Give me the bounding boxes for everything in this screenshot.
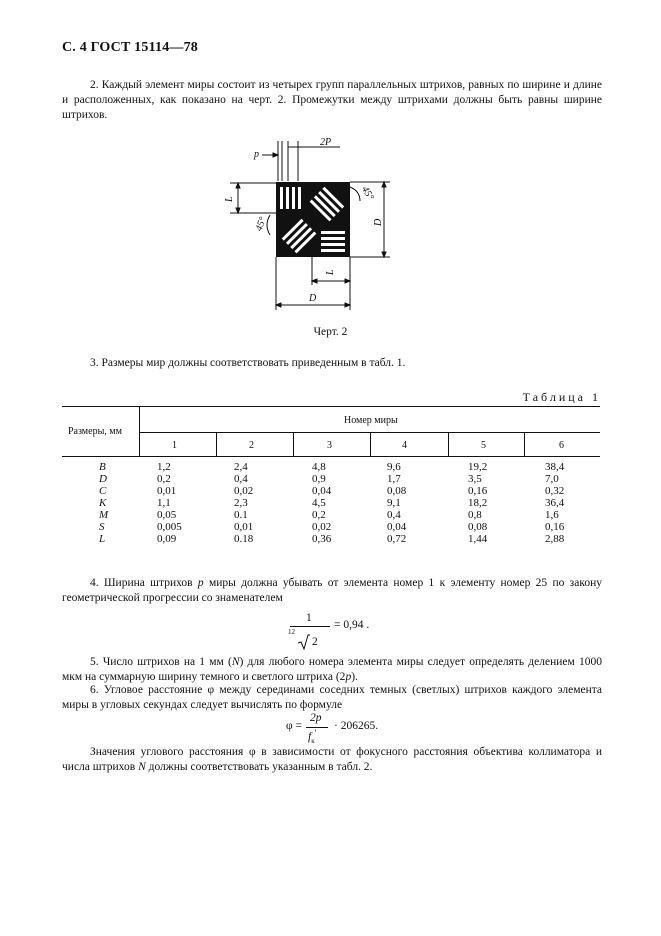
table-cell: 0,2 <box>157 473 171 485</box>
label-d-bottom: D <box>309 293 317 304</box>
formula-2-rhs: · 206265. <box>334 720 379 732</box>
paragraph-4-text-a: 4. Ширина штрихов <box>90 577 198 589</box>
table-cell: 1,6 <box>545 509 559 521</box>
table-cell: 2,3 <box>234 497 248 509</box>
paragraph-4-var: p <box>197 577 204 589</box>
table-cell: 4,5 <box>312 497 326 509</box>
paragraph-5-text-b: ) для любого номера элемента миры следует определять делением 1000 мкм на суммарную ширину темного и светлого штриха (2 <box>62 656 602 683</box>
paragraph-6: 6. Угловое расстояние φ между серединами соседних темных (светлых) штрихов каждого элемента миры в угловых секундах следует вычислять по формуле <box>62 684 602 711</box>
formula-1-result: = 0,94 . <box>334 619 370 631</box>
table-row-label: D <box>99 473 107 485</box>
table-cell: 0,16 <box>468 485 488 497</box>
table-cell: 0,16 <box>545 521 565 533</box>
table-cell: 0,2 <box>312 509 326 521</box>
table-cell: 0.1 <box>234 509 248 521</box>
table-cell: 18,2 <box>468 497 488 509</box>
table-cell: 1,7 <box>387 473 401 485</box>
formula-1-root-index: 12 <box>288 628 295 636</box>
table-cell: 0,02 <box>234 485 254 497</box>
paragraph-7-text-a: Значения углового расстояния φ в зависимости от фокусного расстояния объектива коллиматора и числа штрихов <box>62 746 602 773</box>
label-l-left: L <box>224 196 235 202</box>
formula-2-den-sub: к <box>311 737 315 745</box>
table-header-left: Размеры, мм <box>68 426 122 437</box>
table-cell: 0,02 <box>312 521 332 533</box>
paragraph-7-var: N <box>138 761 146 773</box>
formula-1 <box>288 612 388 650</box>
table-cell: 0,72 <box>387 533 407 545</box>
table-row-label: S <box>99 521 105 533</box>
table-col-number: 1 <box>172 440 177 451</box>
table-1 <box>62 406 600 546</box>
table-cell: 9,6 <box>387 461 401 473</box>
paragraph-4 <box>62 576 602 606</box>
table-cell: 1,44 <box>468 533 488 545</box>
table-col-number: 5 <box>481 440 486 451</box>
table-cell: 0,04 <box>312 485 332 497</box>
formula-2-den-f: f <box>308 731 312 743</box>
table-cell: 0,08 <box>468 521 488 533</box>
table-col-number: 3 <box>327 440 332 451</box>
table-cell: 38,4 <box>545 461 565 473</box>
paragraph-5-text-a: 5. Число штрихов на 1 мм ( <box>90 656 232 668</box>
formula-1-numerator: 1 <box>306 612 312 624</box>
paragraph-7-text-b: должны соответствовать указанным в табл. 2. <box>145 761 373 773</box>
formula-2-denominator <box>308 728 316 745</box>
label-d-right: D <box>373 218 384 226</box>
table-col-number: 2 <box>249 440 254 451</box>
paragraph-5-var: N <box>231 656 240 668</box>
table-cell: 0,05 <box>157 509 177 521</box>
table-row-label: M <box>99 509 109 521</box>
table-cell: 9,1 <box>387 497 401 509</box>
paragraph-5-text-c: ). <box>351 671 358 683</box>
table-col-number: 6 <box>559 440 564 451</box>
table-cell: 0,4 <box>234 473 248 485</box>
table-cell: 2,4 <box>234 461 248 473</box>
formula-2 <box>286 712 426 746</box>
table-cell: 1,1 <box>157 497 171 509</box>
formula-2-den-prime: ' <box>314 728 317 738</box>
paragraph-5-var2: p <box>345 671 352 683</box>
label-l-bottom: L <box>325 269 336 275</box>
table-cell: 0,36 <box>312 533 332 545</box>
table-cell: 19,2 <box>468 461 488 473</box>
table-cell: 0,9 <box>312 473 326 485</box>
table-cell: 1,2 <box>157 461 171 473</box>
table-title: Таблица 1 <box>522 390 601 404</box>
table-cell: 36,4 <box>545 497 565 509</box>
paragraph-3: 3. Размеры мир должны соответствовать приведенным в табл. 1. <box>90 357 406 369</box>
table-row-label: K <box>99 497 107 509</box>
formula-2-lhs: φ = <box>286 720 302 732</box>
table-cell: 0,01 <box>157 485 177 497</box>
table-cell: 0,8 <box>468 509 482 521</box>
table-cell: 0,32 <box>545 485 565 497</box>
table-col-number: 4 <box>402 440 407 451</box>
table-cell: 0,01 <box>234 521 254 533</box>
paragraph-4-text-b: миры должна убывать от элемента номер 1 к элементу номер 25 по закону геометрической прогрессии со знаменателем <box>62 577 602 604</box>
table-cell: 0,04 <box>387 521 407 533</box>
figure-caption: Черт. 2 <box>313 326 348 338</box>
table-cell: 2,88 <box>545 533 565 545</box>
table-cell: 0,08 <box>387 485 407 497</box>
figure-mira-element <box>200 135 430 320</box>
table-cell: 0,09 <box>157 533 177 545</box>
paragraph-7 <box>62 745 602 775</box>
label-angle-right: 45° <box>359 184 376 203</box>
table-cell: 7,0 <box>545 473 559 485</box>
table-cell: 0,4 <box>387 509 401 521</box>
table-row-label: B <box>99 461 106 473</box>
page-header: С. 4 ГОСТ 15114—78 <box>62 40 199 55</box>
table-row-label: L <box>99 533 106 545</box>
table-cell: 3,5 <box>468 473 482 485</box>
formula-2-numerator: 2p <box>310 712 322 724</box>
label-p: p <box>254 149 259 160</box>
table-row-label: C <box>99 485 107 497</box>
table-cell: 4,8 <box>312 461 326 473</box>
table-header-group: Номер миры <box>344 415 398 426</box>
paragraph-5 <box>62 655 602 685</box>
table-cell: 0.18 <box>234 533 254 545</box>
paragraph-2: 2. Каждый элемент миры состоит из четырех групп параллельных штрихов, равных по ширине и длине и расположенных, как показано на черт. 2. Промежутки между штрихами должны быть равны ширине штрихов. <box>62 79 602 121</box>
label-angle-left: 45° <box>253 215 269 233</box>
table-cell: 0,005 <box>157 521 182 533</box>
label-2p: 2P <box>320 137 332 148</box>
formula-1-radicand: 2 <box>312 636 318 648</box>
